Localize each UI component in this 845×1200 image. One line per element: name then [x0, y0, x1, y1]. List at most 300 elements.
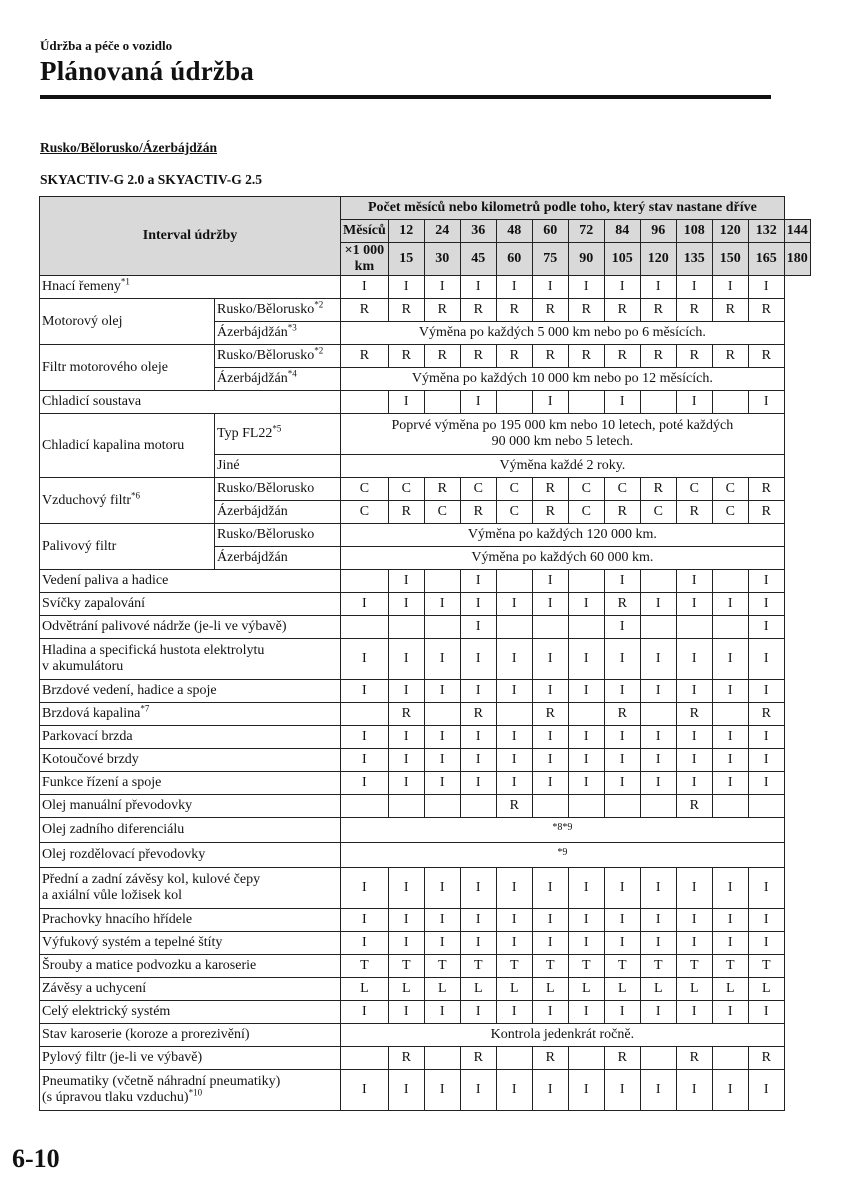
- value-cell: I: [388, 276, 424, 299]
- value-cell: R: [676, 1047, 712, 1070]
- value-cell: R: [676, 795, 712, 818]
- title-rule: [40, 95, 771, 99]
- sub-label: [215, 368, 341, 391]
- value-cell: R: [748, 1047, 784, 1070]
- value-cell: I: [640, 276, 676, 299]
- value-cell: T: [532, 955, 568, 978]
- table-row: [40, 345, 811, 368]
- value-cell: I: [712, 276, 748, 299]
- value-cell: I: [532, 868, 568, 909]
- value-cell: R: [640, 345, 676, 368]
- value-cell: I: [604, 1070, 640, 1111]
- months-header-cell: 60: [532, 220, 568, 243]
- cell-text-line: a axiální vůle ložisek kol: [42, 888, 182, 903]
- item-label: [40, 345, 215, 391]
- span-cell: Výměna po každých 5 000 km nebo po 6 měsících.: [341, 322, 785, 345]
- value-cell: R: [341, 299, 389, 322]
- value-cell: [712, 703, 748, 726]
- value-cell: I: [604, 570, 640, 593]
- value-cell: I: [532, 726, 568, 749]
- value-cell: I: [532, 276, 568, 299]
- note-cell: *9: [341, 843, 785, 868]
- value-cell: R: [676, 703, 712, 726]
- value-cell: I: [568, 772, 604, 795]
- value-cell: R: [532, 299, 568, 322]
- value-cell: [341, 616, 389, 639]
- km-header-cell: 75: [532, 243, 568, 276]
- section-header: Údržba a péče o vozidlo: [40, 38, 173, 53]
- value-cell: C: [341, 501, 389, 524]
- km-header-cell: 165: [748, 243, 784, 276]
- value-cell: [568, 1047, 604, 1070]
- value-cell: [640, 1047, 676, 1070]
- value-cell: R: [532, 345, 568, 368]
- value-cell: I: [748, 616, 784, 639]
- value-cell: I: [424, 726, 460, 749]
- value-cell: I: [341, 868, 389, 909]
- value-cell: I: [604, 932, 640, 955]
- value-cell: I: [676, 1001, 712, 1024]
- value-cell: [424, 391, 460, 414]
- value-cell: I: [388, 391, 424, 414]
- km-header-cell: 30: [424, 243, 460, 276]
- value-cell: C: [496, 478, 532, 501]
- table-row: [40, 639, 811, 680]
- value-cell: I: [460, 680, 496, 703]
- value-cell: I: [460, 570, 496, 593]
- value-cell: I: [388, 570, 424, 593]
- value-cell: I: [712, 593, 748, 616]
- value-cell: I: [604, 909, 640, 932]
- value-cell: R: [496, 795, 532, 818]
- value-cell: [424, 616, 460, 639]
- km-header-cell: 90: [568, 243, 604, 276]
- cell-text-line: 90 000 km nebo 5 letech.: [491, 434, 634, 449]
- table-row: [40, 1001, 811, 1024]
- value-cell: [712, 1047, 748, 1070]
- months-header-cell: 72: [568, 220, 604, 243]
- value-cell: L: [748, 978, 784, 1001]
- months-header-cell: 36: [460, 220, 496, 243]
- value-cell: [496, 1047, 532, 1070]
- cell-text-line: (s úpravou tlaku vzduchu): [42, 1090, 189, 1105]
- value-cell: [341, 570, 389, 593]
- value-cell: T: [424, 955, 460, 978]
- table-row: [40, 570, 811, 593]
- table-row: [40, 772, 811, 795]
- value-cell: L: [460, 978, 496, 1001]
- item-label: [40, 680, 341, 703]
- value-cell: C: [341, 478, 389, 501]
- value-cell: I: [640, 868, 676, 909]
- item-label: [40, 1024, 341, 1047]
- sub-label: [215, 524, 341, 547]
- value-cell: I: [460, 639, 496, 680]
- footnote-ref: *3: [287, 322, 297, 333]
- value-cell: I: [388, 639, 424, 680]
- item-label: [40, 978, 341, 1001]
- value-cell: [640, 703, 676, 726]
- value-cell: C: [388, 478, 424, 501]
- value-cell: T: [748, 955, 784, 978]
- value-cell: I: [532, 1001, 568, 1024]
- cell-text: Olej manuální převodovky: [42, 798, 193, 813]
- value-cell: R: [640, 299, 676, 322]
- value-cell: I: [532, 749, 568, 772]
- value-cell: R: [496, 345, 532, 368]
- value-cell: I: [748, 680, 784, 703]
- value-cell: I: [676, 593, 712, 616]
- value-cell: I: [424, 909, 460, 932]
- value-cell: R: [712, 299, 748, 322]
- value-cell: R: [388, 345, 424, 368]
- item-label: [40, 868, 341, 909]
- value-cell: R: [748, 478, 784, 501]
- value-cell: I: [424, 749, 460, 772]
- table-row: [40, 616, 811, 639]
- value-cell: I: [568, 639, 604, 680]
- value-cell: I: [341, 1070, 389, 1111]
- value-cell: L: [341, 978, 389, 1001]
- value-cell: [712, 391, 748, 414]
- value-cell: [424, 570, 460, 593]
- cell-text: Stav karoserie (koroze a prorezivění): [42, 1027, 250, 1042]
- value-cell: [341, 391, 389, 414]
- value-cell: [424, 703, 460, 726]
- value-cell: I: [388, 726, 424, 749]
- value-cell: I: [532, 1070, 568, 1111]
- region-heading: Rusko/Bělorusko/Ázerbájdžán: [40, 140, 218, 155]
- maintenance-schedule-table: [39, 196, 811, 1111]
- value-cell: T: [460, 955, 496, 978]
- cell-text-line: Přední a zadní závěsy kol, kulové čepy: [42, 872, 261, 887]
- value-cell: I: [341, 639, 389, 680]
- value-cell: I: [640, 909, 676, 932]
- cell-text: Ázerbájdžán: [217, 325, 288, 340]
- value-cell: I: [640, 639, 676, 680]
- value-cell: L: [676, 978, 712, 1001]
- value-cell: [640, 570, 676, 593]
- item-label: [40, 639, 341, 680]
- cell-text: Olej rozdělovací převodovky: [42, 847, 206, 862]
- span-cell: Výměna po každých 60 000 km.: [341, 547, 785, 570]
- table-row: [40, 726, 811, 749]
- value-cell: I: [496, 749, 532, 772]
- cell-text: Pylový filtr (je-li ve výbavě): [42, 1050, 203, 1065]
- sub-label: [215, 322, 341, 345]
- cell-text-line: Pneumatiky (včetně náhradní pneumatiky): [42, 1074, 281, 1089]
- table-row: [40, 932, 811, 955]
- km-header-cell: 105: [604, 243, 640, 276]
- value-cell: I: [496, 639, 532, 680]
- value-cell: I: [748, 1001, 784, 1024]
- value-cell: I: [496, 593, 532, 616]
- table-row: [40, 524, 811, 547]
- value-cell: C: [568, 478, 604, 501]
- value-cell: I: [424, 1070, 460, 1111]
- item-label: [40, 1001, 341, 1024]
- header-row: [40, 197, 811, 220]
- value-cell: [712, 570, 748, 593]
- value-cell: I: [532, 639, 568, 680]
- value-cell: I: [460, 909, 496, 932]
- months-header-cell: 144: [784, 220, 810, 243]
- value-cell: R: [604, 1047, 640, 1070]
- item-label: [40, 414, 215, 478]
- cell-text-line: Hladina a specifická hustota elektrolytu: [42, 643, 265, 658]
- value-cell: I: [341, 1001, 389, 1024]
- cell-text: Hnací řemeny: [42, 279, 121, 294]
- cell-text: Ázerbájdžán: [217, 504, 288, 519]
- footnote-ref: *2: [314, 299, 324, 310]
- value-cell: R: [640, 478, 676, 501]
- value-cell: I: [496, 726, 532, 749]
- cell-text: Kotoučové brzdy: [42, 752, 139, 767]
- sub-label: [215, 455, 341, 478]
- footnote-ref: *4: [287, 368, 297, 379]
- value-cell: C: [460, 478, 496, 501]
- cell-text: Rusko/Bělorusko: [217, 527, 315, 542]
- cell-text: Odvětrání palivové nádrže (je-li ve výbavě): [42, 619, 287, 634]
- value-cell: I: [568, 726, 604, 749]
- item-label: [40, 955, 341, 978]
- value-cell: R: [388, 299, 424, 322]
- value-cell: I: [388, 749, 424, 772]
- value-cell: I: [424, 680, 460, 703]
- value-cell: R: [460, 299, 496, 322]
- value-cell: R: [424, 345, 460, 368]
- value-cell: [496, 703, 532, 726]
- value-cell: C: [640, 501, 676, 524]
- value-cell: L: [532, 978, 568, 1001]
- value-cell: C: [712, 478, 748, 501]
- value-cell: I: [341, 593, 389, 616]
- months-header-cell: 12: [388, 220, 424, 243]
- km-header-cell: 135: [676, 243, 712, 276]
- value-cell: I: [712, 868, 748, 909]
- value-cell: L: [712, 978, 748, 1001]
- value-cell: I: [388, 909, 424, 932]
- value-cell: I: [424, 593, 460, 616]
- value-cell: I: [640, 726, 676, 749]
- table-row: [40, 593, 811, 616]
- value-cell: I: [388, 1001, 424, 1024]
- value-cell: I: [748, 639, 784, 680]
- value-cell: L: [640, 978, 676, 1001]
- value-cell: R: [748, 345, 784, 368]
- months-label: Měsíců: [341, 220, 389, 243]
- value-cell: I: [640, 593, 676, 616]
- value-cell: R: [532, 1047, 568, 1070]
- value-cell: I: [496, 772, 532, 795]
- value-cell: R: [748, 703, 784, 726]
- months-header-cell: 120: [712, 220, 748, 243]
- footnote-ref: *6: [131, 489, 141, 500]
- value-cell: L: [496, 978, 532, 1001]
- value-cell: I: [388, 772, 424, 795]
- cell-text: Palivový filtr: [42, 538, 117, 554]
- value-cell: I: [568, 680, 604, 703]
- item-label: [40, 843, 341, 868]
- km-label: ×1 000 km: [341, 243, 389, 276]
- span-cell: [341, 414, 785, 455]
- value-cell: [676, 616, 712, 639]
- table-row: [40, 749, 811, 772]
- value-cell: [532, 616, 568, 639]
- value-cell: [496, 391, 532, 414]
- item-label: [40, 616, 341, 639]
- value-cell: [604, 795, 640, 818]
- months-header-cell: 132: [748, 220, 784, 243]
- item-label: [40, 593, 341, 616]
- item-label: [40, 299, 215, 345]
- value-cell: R: [748, 299, 784, 322]
- cell-text: Jiné: [217, 458, 240, 473]
- sub-label: [215, 414, 341, 455]
- value-cell: I: [748, 868, 784, 909]
- value-cell: [496, 570, 532, 593]
- value-cell: I: [748, 1070, 784, 1111]
- value-cell: I: [496, 680, 532, 703]
- table-row: [40, 868, 811, 909]
- sub-label: [215, 478, 341, 501]
- value-cell: C: [496, 501, 532, 524]
- value-cell: [712, 616, 748, 639]
- value-cell: I: [568, 593, 604, 616]
- cell-text: Celý elektrický systém: [42, 1004, 171, 1019]
- value-cell: R: [676, 345, 712, 368]
- km-header-cell: 120: [640, 243, 676, 276]
- value-cell: R: [532, 501, 568, 524]
- value-cell: T: [640, 955, 676, 978]
- value-cell: I: [496, 932, 532, 955]
- cell-text: Rusko/Bělorusko: [217, 348, 315, 363]
- value-cell: I: [460, 391, 496, 414]
- value-cell: I: [568, 1001, 604, 1024]
- value-cell: R: [568, 299, 604, 322]
- value-cell: [341, 795, 389, 818]
- value-cell: I: [568, 749, 604, 772]
- value-cell: I: [712, 639, 748, 680]
- value-cell: I: [460, 772, 496, 795]
- cell-text: Ázerbájdžán: [217, 371, 288, 386]
- cell-text: Vedení paliva a hadice: [42, 573, 169, 588]
- value-cell: I: [748, 593, 784, 616]
- value-cell: I: [568, 909, 604, 932]
- value-cell: I: [748, 749, 784, 772]
- value-cell: I: [460, 726, 496, 749]
- value-cell: I: [712, 772, 748, 795]
- value-cell: I: [341, 909, 389, 932]
- value-cell: I: [532, 932, 568, 955]
- value-cell: I: [676, 276, 712, 299]
- value-cell: I: [568, 276, 604, 299]
- cell-text: Motorový olej: [42, 313, 123, 329]
- item-label: [40, 772, 341, 795]
- value-cell: R: [460, 703, 496, 726]
- value-cell: I: [640, 680, 676, 703]
- footnote-ref: *7: [140, 703, 150, 714]
- value-cell: I: [388, 1070, 424, 1111]
- table-row: [40, 795, 811, 818]
- value-cell: I: [676, 749, 712, 772]
- value-cell: I: [676, 909, 712, 932]
- value-cell: [568, 616, 604, 639]
- months-header-cell: 108: [676, 220, 712, 243]
- cell-text: Brzdová kapalina: [42, 706, 141, 721]
- cell-text: Šrouby a matice podvozku a karoserie: [42, 958, 257, 973]
- value-cell: I: [424, 868, 460, 909]
- value-cell: T: [604, 955, 640, 978]
- value-cell: I: [604, 868, 640, 909]
- value-cell: T: [676, 955, 712, 978]
- value-cell: [568, 391, 604, 414]
- value-cell: I: [604, 749, 640, 772]
- span-cell: Výměna po každých 10 000 km nebo po 12 měsících.: [341, 368, 785, 391]
- value-cell: I: [532, 593, 568, 616]
- value-cell: I: [388, 932, 424, 955]
- value-cell: C: [568, 501, 604, 524]
- value-cell: I: [341, 932, 389, 955]
- value-cell: T: [341, 955, 389, 978]
- footnote-ref: *2: [314, 345, 324, 356]
- cell-text-line: Poprvé výměna po 195 000 km nebo 10 letech, poté každých: [391, 418, 734, 433]
- item-label: [40, 570, 341, 593]
- value-cell: I: [568, 868, 604, 909]
- value-cell: [568, 795, 604, 818]
- value-cell: C: [676, 478, 712, 501]
- months-header-cell: 24: [424, 220, 460, 243]
- km-header-cell: 60: [496, 243, 532, 276]
- value-cell: I: [676, 868, 712, 909]
- value-cell: R: [532, 478, 568, 501]
- interval-header: Interval údržby: [40, 197, 341, 276]
- item-label: [40, 478, 215, 524]
- value-cell: L: [568, 978, 604, 1001]
- months-header-cell: 96: [640, 220, 676, 243]
- value-cell: T: [496, 955, 532, 978]
- table-row: [40, 955, 811, 978]
- item-label: [40, 818, 341, 843]
- span-cell: Výměna po každých 120 000 km.: [341, 524, 785, 547]
- value-cell: I: [640, 1070, 676, 1111]
- value-cell: I: [532, 909, 568, 932]
- value-cell: I: [460, 932, 496, 955]
- item-label: [40, 1047, 341, 1070]
- item-label: [40, 749, 341, 772]
- value-cell: R: [748, 501, 784, 524]
- item-label: [40, 932, 341, 955]
- value-cell: R: [604, 703, 640, 726]
- value-cell: I: [388, 593, 424, 616]
- value-cell: I: [712, 1070, 748, 1111]
- value-cell: [640, 391, 676, 414]
- value-cell: R: [388, 501, 424, 524]
- value-cell: C: [424, 501, 460, 524]
- footnote-ref: *5: [272, 423, 282, 434]
- value-cell: I: [341, 680, 389, 703]
- value-cell: R: [532, 703, 568, 726]
- value-cell: I: [604, 1001, 640, 1024]
- sub-label: [215, 345, 341, 368]
- cell-text: Rusko/Bělorusko: [217, 481, 315, 496]
- footnote-ref: *10: [188, 1087, 203, 1098]
- value-cell: I: [604, 726, 640, 749]
- cell-text: Chladicí kapalina motoru: [42, 437, 185, 453]
- table-row: [40, 299, 811, 322]
- value-cell: I: [676, 680, 712, 703]
- value-cell: R: [604, 501, 640, 524]
